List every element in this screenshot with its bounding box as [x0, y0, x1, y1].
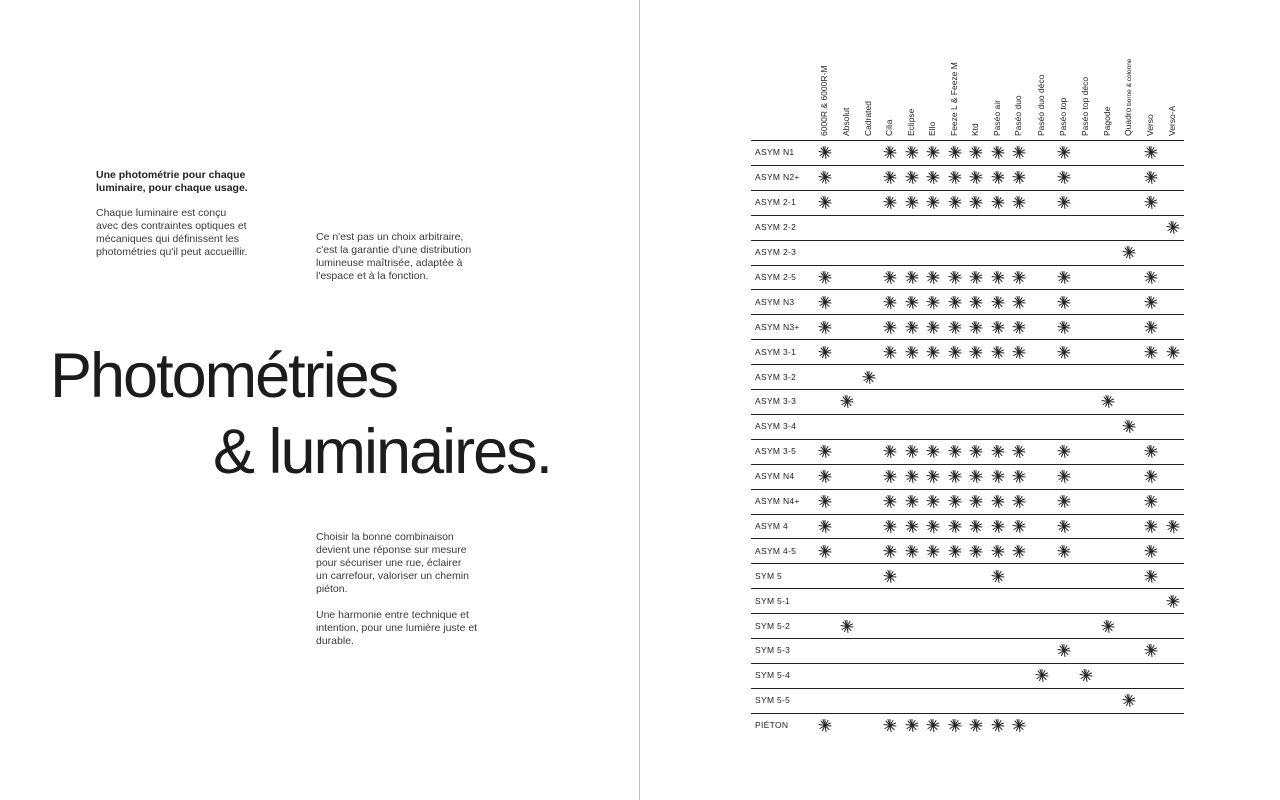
- photometry-star-icon: [926, 320, 940, 334]
- photometry-star-icon: [1144, 145, 1158, 159]
- table-row-label: ASYM 3-3: [755, 396, 797, 406]
- photometry-star-icon: [1144, 195, 1158, 209]
- table-row-label: SYM 5: [755, 571, 783, 581]
- row-divider: [751, 190, 1184, 191]
- photometry-star-icon: [1035, 668, 1049, 682]
- row-divider: [751, 240, 1184, 241]
- column-header: [1036, 75, 1046, 136]
- photometry-star-icon: [1012, 345, 1026, 359]
- photometry-star-icon: [1012, 469, 1026, 483]
- row-divider: [751, 439, 1184, 440]
- photometry-star-icon: [1144, 170, 1158, 184]
- column-header: [906, 109, 916, 136]
- photometry-star-icon: [883, 494, 897, 508]
- photometry-star-icon: [883, 544, 897, 558]
- photometry-star-icon: [1057, 320, 1071, 334]
- photometry-star-icon: [1057, 469, 1071, 483]
- row-divider: [751, 165, 1184, 166]
- row-divider: [751, 414, 1184, 415]
- row-divider: [751, 663, 1184, 664]
- photometry-star-icon: [1012, 444, 1026, 458]
- column-header-label: Feeze L & Feeze M: [949, 62, 959, 136]
- column-header: [970, 123, 980, 136]
- photometry-star-icon: [926, 170, 940, 184]
- photometry-star-icon: [1057, 270, 1071, 284]
- photometry-star-icon: [1012, 519, 1026, 533]
- photometry-star-icon: [1144, 444, 1158, 458]
- photometry-star-icon: [1144, 295, 1158, 309]
- photometry-star-icon: [818, 145, 832, 159]
- photometry-star-icon: [991, 569, 1005, 583]
- page-title-line-1: Photométries: [50, 341, 398, 411]
- column-header: [1080, 77, 1090, 136]
- table-row-label: ASYM 2-3: [755, 247, 797, 257]
- photometry-star-icon: [969, 320, 983, 334]
- photometry-star-icon: [905, 170, 919, 184]
- column-header: [819, 66, 829, 136]
- table-row-label: ASYM N3+: [755, 322, 800, 332]
- photometry-star-icon: [840, 394, 854, 408]
- photometry-star-icon: [1012, 320, 1026, 334]
- photometry-star-icon: [969, 170, 983, 184]
- table-row-label: ASYM 2-2: [755, 222, 797, 232]
- photometry-star-icon: [1057, 345, 1071, 359]
- photometry-star-icon: [883, 444, 897, 458]
- photometry-star-icon: [948, 145, 962, 159]
- row-divider: [751, 464, 1184, 465]
- column-header-label: Eclipse: [906, 108, 916, 136]
- photometry-star-icon: [883, 345, 897, 359]
- column-header-label: Cilia: [884, 119, 894, 136]
- column-header-label: Paséo duo déco: [1036, 74, 1046, 136]
- photometry-star-icon: [1057, 295, 1071, 309]
- photometry-star-icon: [1012, 270, 1026, 284]
- photometry-star-icon: [991, 170, 1005, 184]
- row-divider: [751, 538, 1184, 539]
- table-row-label: ASYM N4+: [755, 496, 800, 506]
- photometry-star-icon: [948, 544, 962, 558]
- page-title-line-2: & luminaires.: [213, 417, 552, 487]
- column-header: [1013, 95, 1023, 136]
- table-row-label: ASYM 3-5: [755, 446, 797, 456]
- photometry-star-icon: [969, 295, 983, 309]
- photometry-star-icon: [905, 270, 919, 284]
- photometry-star-icon: [905, 444, 919, 458]
- photometry-star-icon: [969, 345, 983, 359]
- photometry-star-icon: [969, 270, 983, 284]
- photometry-star-icon: [926, 195, 940, 209]
- photometry-star-icon: [1144, 345, 1158, 359]
- photometry-star-icon: [1057, 643, 1071, 657]
- photometry-star-icon: [991, 345, 1005, 359]
- table-row-label: SYM 5-5: [755, 695, 791, 705]
- photometry-star-icon: [926, 345, 940, 359]
- column-header-label: Paséo top: [1058, 97, 1068, 136]
- photometry-star-icon: [991, 320, 1005, 334]
- row-divider: [751, 140, 1184, 141]
- table-row-label: PIÉTON: [755, 720, 789, 730]
- photometry-star-icon: [969, 519, 983, 533]
- harmony-paragraph: Une harmonie entre technique et intention, pour une lumière juste et durable.: [316, 609, 478, 647]
- table-row-label: ASYM 3-4: [755, 421, 797, 431]
- photometry-star-icon: [969, 494, 983, 508]
- table-row-label: ASYM 4-5: [755, 546, 797, 556]
- photometry-star-icon: [1012, 718, 1026, 732]
- table-row-label: ASYM 3-1: [755, 347, 797, 357]
- photometry-star-icon: [818, 444, 832, 458]
- photometry-star-icon: [905, 718, 919, 732]
- photometry-star-icon: [905, 469, 919, 483]
- photometry-star-icon: [818, 544, 832, 558]
- photometry-star-icon: [905, 494, 919, 508]
- photometry-star-icon: [818, 718, 832, 732]
- photometry-star-icon: [905, 519, 919, 533]
- photometry-star-icon: [905, 320, 919, 334]
- column-header-label: Verso: [1145, 114, 1155, 136]
- column-header-label: Verso-A: [1167, 105, 1177, 136]
- photometry-star-icon: [883, 145, 897, 159]
- column-header: [992, 100, 1002, 136]
- photometry-star-icon: [1012, 195, 1026, 209]
- photometry-star-icon: [905, 145, 919, 159]
- column-header: [1102, 107, 1112, 136]
- column-header: [841, 108, 851, 136]
- photometry-star-icon: [948, 444, 962, 458]
- photometry-star-icon: [926, 494, 940, 508]
- photometry-star-icon: [948, 170, 962, 184]
- photometry-star-icon: [1012, 170, 1026, 184]
- photometry-star-icon: [1057, 494, 1071, 508]
- photometry-star-icon: [926, 469, 940, 483]
- row-divider: [751, 713, 1184, 714]
- photometry-star-icon: [1166, 220, 1180, 234]
- photometry-star-icon: [818, 320, 832, 334]
- photometry-star-icon: [1057, 519, 1071, 533]
- row-divider: [751, 489, 1184, 490]
- column-header-label: Ello: [927, 121, 937, 136]
- photometry-star-icon: [818, 270, 832, 284]
- photometry-star-icon: [948, 195, 962, 209]
- column-header: [1123, 58, 1135, 136]
- column-header-label: Paséo top déco: [1080, 76, 1090, 136]
- row-divider: [751, 339, 1184, 340]
- combination-paragraph: Choisir la bonne combinaison devient une réponse sur mesure pour sécuriser une rue, éclairer un carrefour, valoriser un chemin piéton.: [316, 531, 469, 595]
- photometry-star-icon: [883, 270, 897, 284]
- photometry-star-icon: [883, 295, 897, 309]
- column-header: [1167, 106, 1177, 136]
- photometry-star-icon: [1144, 469, 1158, 483]
- photometry-star-icon: [883, 170, 897, 184]
- photometry-star-icon: [1144, 569, 1158, 583]
- photometry-star-icon: [1166, 519, 1180, 533]
- column-header-suffix: borne & colonne: [1126, 58, 1133, 108]
- row-divider: [751, 215, 1184, 216]
- row-divider: [751, 688, 1184, 689]
- photometry-star-icon: [1122, 245, 1136, 259]
- photometry-star-icon: [948, 270, 962, 284]
- photometry-star-icon: [926, 295, 940, 309]
- photometry-star-icon: [1144, 544, 1158, 558]
- photometry-star-icon: [948, 718, 962, 732]
- column-header-label: Quadro: [1123, 107, 1133, 136]
- photometry-star-icon: [991, 469, 1005, 483]
- row-divider: [751, 314, 1184, 315]
- intro-heading: Une photométrie pour chaque luminaire, pour chaque usage.: [96, 169, 248, 194]
- photometry-star-icon: [883, 195, 897, 209]
- row-divider: [751, 613, 1184, 614]
- photometry-star-icon: [818, 519, 832, 533]
- row-divider: [751, 563, 1184, 564]
- photometry-star-icon: [1057, 444, 1071, 458]
- photometry-star-icon: [991, 519, 1005, 533]
- table-row-label: ASYM 3-2: [755, 372, 797, 382]
- intro-paragraph: Chaque luminaire est conçu avec des contraintes optiques et mécaniques qui définissent les photométries qu'il peut accueillir.: [96, 207, 248, 258]
- photometry-star-icon: [926, 544, 940, 558]
- photometry-star-icon: [883, 320, 897, 334]
- column-header: [1058, 98, 1068, 136]
- photometry-star-icon: [840, 619, 854, 633]
- photometry-star-icon: [948, 519, 962, 533]
- photometry-star-icon: [905, 345, 919, 359]
- photometry-star-icon: [1166, 594, 1180, 608]
- photometry-star-icon: [969, 544, 983, 558]
- photometry-star-icon: [905, 195, 919, 209]
- photometry-star-icon: [818, 295, 832, 309]
- photometry-star-icon: [1144, 494, 1158, 508]
- table-row-label: ASYM N4: [755, 471, 795, 481]
- photometry-star-icon: [883, 519, 897, 533]
- photometry-star-icon: [926, 444, 940, 458]
- photometry-star-icon: [1144, 320, 1158, 334]
- photometry-star-icon: [862, 370, 876, 384]
- column-header-label: Pagode: [1102, 106, 1112, 136]
- table-row-label: SYM 5-1: [755, 596, 791, 606]
- photometry-star-icon: [926, 145, 940, 159]
- explanation-paragraph: Ce n'est pas un choix arbitraire, c'est la garantie d'une distribution lumineuse maîtrisée, adaptée à l'espace et à la fonction.: [316, 231, 472, 282]
- column-header: [884, 119, 894, 136]
- table-row-label: ASYM 2-1: [755, 197, 797, 207]
- photometry-star-icon: [883, 569, 897, 583]
- photometry-star-icon: [1101, 619, 1115, 633]
- photometry-star-icon: [926, 519, 940, 533]
- photometry-star-icon: [1144, 643, 1158, 657]
- photometry-star-icon: [905, 295, 919, 309]
- column-header: [863, 101, 873, 136]
- table-row-label: ASYM 2-5: [755, 272, 797, 282]
- table-row-label: ASYM N1: [755, 147, 795, 157]
- photometry-star-icon: [1012, 145, 1026, 159]
- photometry-star-icon: [991, 145, 1005, 159]
- column-header: [927, 122, 937, 136]
- table-row-label: ASYM N2+: [755, 172, 800, 182]
- row-divider: [751, 638, 1184, 639]
- table-row-label: ASYM 4: [755, 521, 788, 531]
- column-header-label: Ktd: [970, 123, 980, 136]
- photometry-star-icon: [991, 195, 1005, 209]
- photometry-star-icon: [991, 544, 1005, 558]
- photometry-star-icon: [991, 295, 1005, 309]
- photometry-star-icon: [969, 444, 983, 458]
- row-divider: [751, 265, 1184, 266]
- photometry-star-icon: [1057, 544, 1071, 558]
- photometry-star-icon: [818, 494, 832, 508]
- photometry-star-icon: [926, 270, 940, 284]
- photometry-star-icon: [969, 469, 983, 483]
- column-header: [1145, 114, 1155, 136]
- row-divider: [751, 289, 1184, 290]
- photometry-star-icon: [905, 544, 919, 558]
- column-header-label: Paséo duo: [1013, 95, 1023, 136]
- photometry-star-icon: [1057, 195, 1071, 209]
- table-row-label: SYM 5-3: [755, 645, 791, 655]
- photometry-star-icon: [948, 320, 962, 334]
- photometry-star-icon: [991, 444, 1005, 458]
- photometry-star-icon: [948, 345, 962, 359]
- row-divider: [751, 389, 1184, 390]
- column-header-label: Absolut: [841, 107, 851, 136]
- photometry-star-icon: [991, 494, 1005, 508]
- row-divider: [751, 588, 1184, 589]
- photometry-star-icon: [1166, 345, 1180, 359]
- photometry-star-icon: [926, 718, 940, 732]
- column-header: [949, 62, 959, 136]
- photometry-star-icon: [1012, 544, 1026, 558]
- photometry-star-icon: [991, 718, 1005, 732]
- photometry-star-icon: [1012, 494, 1026, 508]
- photometry-star-icon: [1144, 519, 1158, 533]
- photometry-star-icon: [969, 145, 983, 159]
- photometry-star-icon: [1122, 693, 1136, 707]
- column-header-label: 6000R & 6000R-M: [819, 65, 829, 136]
- column-header-label: Paséo air: [992, 100, 1002, 136]
- photometry-star-icon: [948, 494, 962, 508]
- photometry-star-icon: [818, 170, 832, 184]
- photometry-star-icon: [969, 718, 983, 732]
- photometry-star-icon: [948, 469, 962, 483]
- photometry-star-icon: [818, 195, 832, 209]
- photometry-star-icon: [1057, 145, 1071, 159]
- photometry-star-icon: [883, 718, 897, 732]
- photometry-star-icon: [991, 270, 1005, 284]
- photometry-star-icon: [1057, 170, 1071, 184]
- photometry-star-icon: [818, 469, 832, 483]
- row-divider: [751, 364, 1184, 365]
- photometry-star-icon: [1101, 394, 1115, 408]
- photometry-star-icon: [818, 345, 832, 359]
- photometry-star-icon: [1079, 668, 1093, 682]
- photometry-star-icon: [1122, 419, 1136, 433]
- photometry-star-icon: [969, 195, 983, 209]
- row-divider: [751, 514, 1184, 515]
- table-row-label: SYM 5-4: [755, 670, 791, 680]
- column-header-label: Cadrated: [863, 101, 873, 136]
- table-row-label: SYM 5-2: [755, 621, 791, 631]
- photometry-star-icon: [948, 295, 962, 309]
- photometry-star-icon: [1144, 270, 1158, 284]
- table-row-label: ASYM N3: [755, 297, 795, 307]
- photometry-star-icon: [1012, 295, 1026, 309]
- photometry-star-icon: [883, 469, 897, 483]
